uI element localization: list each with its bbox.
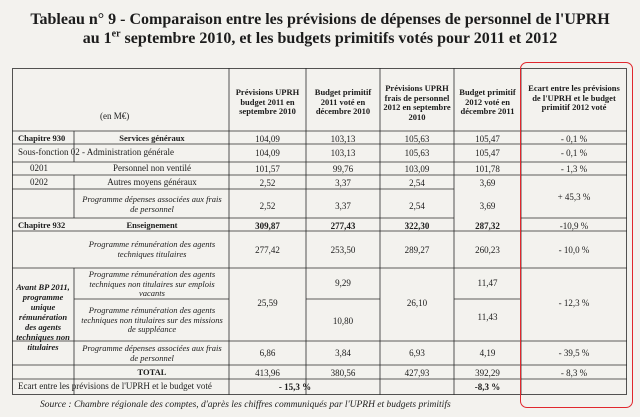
cell-value: 3,69 — [479, 178, 496, 188]
col-header-ecart: Ecart entre les prévisions de l'UPRH et le budget primitif 2012 voté — [528, 83, 620, 112]
cell-value: 11,47 — [477, 278, 498, 288]
cell-value: 103,13 — [330, 134, 356, 144]
source-note: Source : Chambre régionale des comptes, d'après les chiffres communiqués par l'UPRH et budgets primitifs — [40, 400, 451, 410]
cell-ecart: - 12,3 % — [558, 298, 590, 308]
cell-value: 2,52 — [259, 178, 276, 188]
row-code: 0202 — [30, 177, 48, 187]
cell-value: 99,76 — [332, 164, 354, 174]
cell-value: 289,27 — [404, 245, 430, 255]
row-code: 0201 — [30, 163, 48, 173]
row-label: Programme rémunération des agents techniques titulaires — [88, 239, 216, 259]
cell-ecart: + 45,3 % — [557, 192, 591, 202]
cell-value: 105,63 — [404, 134, 430, 144]
cell-ecart: - 1,3 % — [560, 164, 588, 174]
cell-value: 3,84 — [335, 348, 351, 358]
ecart-2012: -8,3 % — [474, 382, 501, 392]
cell-value: 2,54 — [409, 201, 425, 211]
cell-value: 6,93 — [409, 348, 425, 358]
cell-value: 392,29 — [475, 368, 500, 378]
group-label: Avant BP 2011, programme unique rémunération des agents techniques non titulaires — [16, 282, 70, 352]
row-label: Programme dépenses associées aux frais de personnel — [82, 343, 222, 363]
cell-value: 3,37 — [335, 201, 351, 211]
cell-value: 101,57 — [255, 164, 280, 174]
cell-value: 11,43 — [477, 312, 498, 322]
cell-ecart: - 8,3 % — [560, 368, 588, 378]
cell-value: 103,13 — [330, 148, 356, 158]
cell-value: 101,78 — [475, 164, 500, 174]
row-label: Programme dépenses associées aux frais de personnel — [82, 194, 222, 214]
cell-ecart: - 10,0 % — [558, 245, 590, 255]
cell-value: 104,09 — [255, 134, 280, 144]
cell-value: 4,19 — [479, 348, 496, 358]
cell-value: 105,47 — [475, 134, 500, 144]
title-line-2-suffix: septembre 2010, et les budgets primitifs votés pour 2011 et 2012 — [120, 30, 558, 47]
row-label: Autres moyens généraux — [107, 177, 197, 187]
title-line-1: Tableau n° 9 - Comparaison entre les prévisions de dépenses de personnel de l'UPRH — [30, 11, 610, 28]
cell-value: 322,30 — [404, 221, 430, 231]
cell-value: 277,43 — [330, 221, 356, 231]
cell-value: 105,47 — [475, 148, 500, 158]
total-label: TOTAL — [137, 367, 167, 377]
row-label: Sous-fonction 02 - Administration générale — [18, 147, 174, 157]
cell-value: 3,37 — [335, 178, 351, 188]
ecart-row-label: Ecart entre les prévisions de l'UPRH et le budget voté — [18, 381, 212, 391]
col-header-budget-2012: Budget primitif 2012 voté en décembre 2011 — [459, 87, 516, 116]
cell-value: 26,10 — [406, 298, 428, 308]
cell-ecart: - 39,5 % — [558, 348, 590, 358]
cell-ecart: - 0,1 % — [560, 134, 588, 144]
ecart-column-highlight — [520, 62, 633, 408]
cell-value: 9,29 — [335, 278, 351, 288]
cell-value: 287,32 — [475, 221, 500, 231]
cell-value: 105,63 — [404, 148, 430, 158]
row-label: Services généraux — [119, 133, 185, 143]
row-code: Chapitre 930 — [18, 133, 66, 143]
row-label: Programme rémunération des agents techniques non titulaires sur des missions de suppléance — [81, 305, 223, 334]
cell-value: 10,80 — [332, 316, 354, 326]
col-header-budget-2011: Budget primitif 2011 voté en décembre 2010 — [314, 87, 372, 116]
cell-value: 25,59 — [257, 298, 278, 308]
cell-ecart: - 0,1 % — [560, 148, 588, 158]
cell-value: 427,93 — [404, 368, 430, 378]
cell-value: 104,09 — [255, 148, 280, 158]
cell-value: 260,23 — [475, 245, 500, 255]
cell-value: 3,69 — [479, 201, 496, 211]
col-header-prev-2012: Prévisions UPRH frais de personnel 2012 en septembre 2010 — [383, 83, 451, 122]
cell-value: 309,87 — [255, 221, 280, 231]
ecart-2011: - 15,3 % — [278, 382, 312, 392]
col-header-prev-2011: Prévisions UPRH budget 2011 en septembre 2010 — [235, 87, 300, 116]
row-label: Personnel non ventilé — [113, 163, 191, 173]
cell-value: 277,42 — [255, 245, 280, 255]
cell-value: 6,86 — [259, 348, 276, 358]
row-label: Enseignement — [126, 220, 178, 230]
title-line-2-prefix: au 1 — [82, 30, 112, 47]
row-label: Programme rémunération des agents techniques non titulaires sur emplois vacants — [88, 269, 216, 298]
cell-value: 2,54 — [409, 178, 425, 188]
cell-value: 2,52 — [259, 201, 276, 211]
unit-label: (en M€) — [100, 111, 130, 121]
title-line-2-sup: er — [111, 28, 121, 40]
row-code: Chapitre 932 — [18, 220, 66, 230]
cell-value: 253,50 — [330, 245, 356, 255]
cell-ecart: -10,9 % — [559, 221, 589, 231]
cell-value: 380,56 — [330, 368, 356, 378]
cell-value: 413,96 — [255, 368, 280, 378]
cell-value: 103,09 — [404, 164, 430, 174]
